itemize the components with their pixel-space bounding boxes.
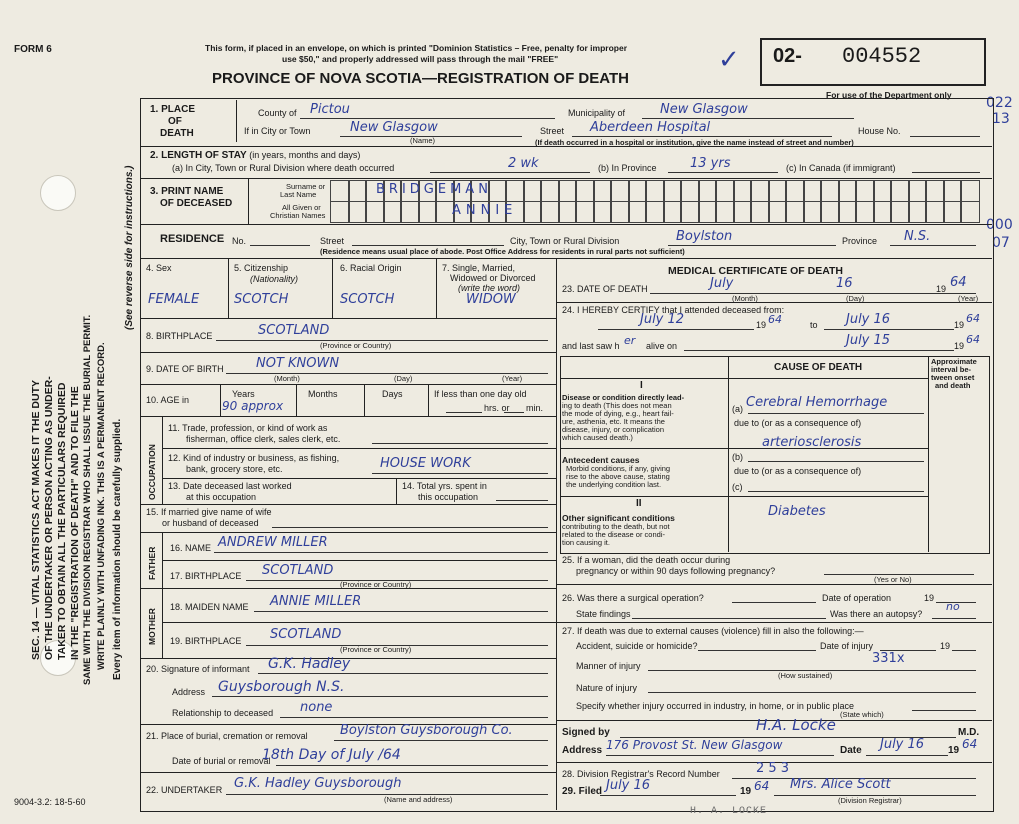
- physician-19: 19: [948, 745, 960, 756]
- physician-year: 64: [962, 737, 978, 751]
- marital-label-b: Widowed or Divorced: [450, 273, 536, 283]
- alive-year: 64: [966, 333, 980, 346]
- citizenship-label: 5. Citizenship: [234, 263, 289, 273]
- residence-division-label: City, Town or Rural Division: [510, 236, 620, 246]
- given-value: ANNIE: [452, 203, 518, 218]
- residence-note: (Residence means usual place of abode. Post Office Address for residents in rural parts not sufficient): [320, 247, 685, 256]
- registration-number: 004552: [842, 44, 922, 69]
- informant-signature: G.K. Hadley: [268, 656, 351, 672]
- citizenship-value: SCOTCH: [234, 292, 289, 307]
- record-number-value: 2 5 3: [756, 761, 790, 776]
- date-month-caption: (Month): [732, 294, 758, 303]
- residence-province-value: N.S.: [904, 229, 931, 244]
- burial-label: 21. Place of burial, cremation or removal: [146, 731, 308, 741]
- age-years-label: Years: [232, 389, 255, 399]
- stamp-text: H. A. LOCKE: [690, 806, 768, 817]
- age-months-label: Months: [308, 389, 338, 399]
- side-instruction-8: (See reverse side for instructions.): [124, 165, 135, 330]
- county-value: Pictou: [310, 102, 350, 117]
- side-instruction-5: SAME WITH THE DIVISION REGISTRAR WHO SHALL ISSUE THE BURIAL PERMIT.: [82, 314, 93, 685]
- sex-value: FEMALE: [148, 292, 200, 307]
- antecedent-b: Morbid conditions, if any, giving: [566, 464, 671, 473]
- cause-a-label: (a): [732, 404, 743, 414]
- street-label: Street: [540, 126, 565, 136]
- trade-label-b: fisherman, office clerk, sales clerk, etc.: [186, 434, 341, 444]
- disease-label-b: ing to death (This does not mean: [562, 401, 672, 410]
- q25-label-b: pregnancy or within 90 days following pregnancy?: [576, 566, 776, 576]
- city-name-caption: (Name): [410, 136, 436, 145]
- informant-address-label: Address: [172, 687, 206, 697]
- mother-birthplace-caption: (Province or Country): [340, 645, 412, 654]
- disease-label-e: disease, injury, or complication: [562, 425, 664, 434]
- father-birthplace-value: SCOTLAND: [262, 563, 334, 578]
- burial-date: 18th Day of July /64: [262, 747, 401, 763]
- physician-date: July 16: [880, 737, 925, 752]
- other-b: contributing to the death, but not: [562, 522, 670, 531]
- dob-month-caption: (Month): [274, 374, 300, 383]
- check-mark: ✓: [718, 44, 740, 74]
- residence-no-label: No.: [232, 236, 247, 246]
- age-less-label: If less than one day old: [434, 389, 527, 399]
- to-19: 19: [954, 320, 965, 330]
- date-injury-label: Date of injury: [820, 641, 874, 651]
- medical-title: MEDICAL CERTIFICATE OF DEATH: [668, 265, 843, 277]
- accident-label: Accident, suicide or homicide?: [576, 641, 698, 651]
- informant-label: 20. Signature of informant: [146, 664, 250, 674]
- autopsy-label: Was there an autopsy?: [830, 609, 923, 619]
- interval-c: tween onset: [931, 373, 975, 382]
- alive-label: alive on: [646, 341, 678, 351]
- mother-side-label: MOTHER: [147, 608, 157, 645]
- father-name-label: 16. NAME: [170, 543, 212, 553]
- father-side-label: FATHER: [147, 546, 157, 580]
- form-number: FORM 6: [14, 44, 52, 55]
- record-number-label: 28. Division Registrar's Record Number: [562, 769, 720, 779]
- filed-19: 19: [740, 786, 752, 797]
- last-saw-label: and last saw h: [562, 341, 620, 351]
- physician-address-label: Address: [562, 745, 603, 756]
- due-to-1: due to (or as a consequence of): [734, 418, 862, 428]
- city-label: If in City or Town: [244, 126, 311, 136]
- cause-b-label: (b): [732, 452, 743, 462]
- house-label: House No.: [858, 126, 901, 136]
- residence-street-label: Street: [320, 236, 345, 246]
- disease-label-a: Disease or condition directly lead-: [562, 393, 685, 402]
- disease-label-f: which caused death.): [562, 433, 633, 442]
- mother-birthplace-label: 19. BIRTHPLACE: [170, 636, 242, 646]
- stay-a-value: 2 wk: [508, 156, 539, 171]
- side-instruction-1: SEC. 14 — VITAL STATISTICS ACT MAKES IT THE DUTY: [30, 379, 42, 660]
- occupation-side-label: OCCUPATION: [147, 444, 157, 500]
- last-worked-label: 13. Date deceased last worked: [168, 481, 292, 491]
- other-d: tion causing it.: [562, 538, 610, 547]
- due-to-2: due to (or as a consequence of): [734, 466, 862, 476]
- antecedent-d: the underlying condition last.: [566, 480, 662, 489]
- autopsy-value: no: [946, 600, 960, 613]
- other-value: Diabetes: [768, 504, 826, 519]
- cause-a-value: Cerebral Hemorrhage: [746, 395, 888, 410]
- how-sustained-caption: (How sustained): [778, 671, 833, 680]
- spouse-label-b: or husband of deceased: [162, 518, 259, 528]
- date-of-death-19: 19: [936, 284, 947, 294]
- father-birthplace-label: 17. BIRTHPLACE: [170, 571, 242, 581]
- other-label: Other significant conditions: [562, 513, 675, 523]
- surname-label-b: Last Name: [280, 190, 317, 199]
- q25-caption: (Yes or No): [874, 575, 912, 584]
- father-birthplace-caption: (Province or Country): [340, 580, 412, 589]
- mail-notice-1: This form, if placed in an envelope, on which is printed "Dominion Statistics – Free, penalty for improper: [205, 43, 628, 53]
- residence-label: RESIDENCE: [160, 233, 225, 245]
- given-label-b: Christian Names: [270, 211, 326, 220]
- attended-to: July 16: [846, 312, 891, 327]
- undertaker-caption: (Name and address): [384, 795, 453, 804]
- citizenship-sub: (Nationality): [250, 274, 299, 284]
- name-label-b: OF DECEASED: [160, 198, 233, 209]
- disease-label-d: ure, asthenia, etc. It means the: [562, 417, 665, 426]
- attended-to-year: 64: [966, 312, 980, 325]
- physician-address: 176 Provost St. New Glasgow: [606, 738, 783, 752]
- residence-province-label: Province: [842, 236, 878, 246]
- place-label-b: OF: [168, 116, 182, 127]
- undertaker-value: G.K. Hadley Guysborough: [234, 776, 402, 791]
- side-instruction-4: IN THE "REGISTRATION OF DEATH" AND TO FILE THE: [69, 386, 81, 660]
- marital-value: WIDOW: [466, 292, 516, 307]
- registrar-signature: Mrs. Alice Scott: [790, 777, 891, 792]
- q27-label: 27. If death was due to external causes (violence) fill in also the following:—: [562, 626, 864, 636]
- birthplace-caption: (Province or Country): [320, 341, 392, 350]
- surname-value: BRIDGEMAN: [376, 182, 492, 197]
- father-name-value: ANDREW MILLER: [218, 535, 328, 550]
- date-of-death-day: 16: [836, 276, 853, 291]
- municipality-value: New Glasgow: [660, 102, 748, 117]
- letter-box: [960, 201, 980, 223]
- q26-label: 26. Was there a surgical operation?: [562, 593, 704, 603]
- county-label: County of: [258, 108, 297, 118]
- dept-code-4: 07: [992, 235, 1010, 251]
- q25-label: 25. If a woman, did the death occur during: [562, 555, 731, 565]
- to-label: to: [810, 320, 818, 330]
- attended-from: July 12: [640, 312, 685, 327]
- registrar-caption: (Division Registrar): [838, 796, 902, 805]
- date-year-caption: (Year): [958, 294, 979, 303]
- undertaker-label: 22. UNDERTAKER: [146, 785, 223, 795]
- name-label-a: 3. PRINT NAME: [150, 186, 224, 197]
- other-c: related to the disease or condi-: [562, 530, 665, 539]
- antecedent-label: Antecedent causes: [562, 455, 640, 465]
- residence-division-value: Boylston: [676, 229, 733, 244]
- dob-year-caption: (Year): [502, 374, 523, 383]
- last-worked-label-b: at this occupation: [186, 492, 257, 502]
- relationship-label: Relationship to deceased: [172, 708, 274, 718]
- dept-code-2: 13: [992, 111, 1010, 127]
- spouse-label: 15. If married give name of wife: [146, 507, 272, 517]
- certify-label: 24. I HEREBY CERTIFY that I attended deceased from:: [562, 305, 785, 315]
- operation-19: 19: [924, 593, 935, 603]
- dept-code-1: 022: [986, 95, 1013, 111]
- date-day-caption: (Day): [846, 294, 865, 303]
- stay-a-label: (a) In City, Town or Rural Division where death occurred: [172, 163, 395, 173]
- alive-19: 19: [954, 341, 965, 351]
- filed-year: 64: [754, 779, 770, 793]
- punch-hole: [40, 175, 76, 211]
- md-label: M.D.: [958, 727, 980, 738]
- age-days-label: Days: [382, 389, 403, 399]
- place-label-a: 1. PLACE: [150, 104, 196, 115]
- informant-address: Guysborough N.S.: [218, 679, 345, 695]
- sex-label: 4. Sex: [146, 263, 172, 273]
- trade-label: 11. Trade, profession, or kind of work as: [168, 423, 328, 433]
- filed-date: July 16: [606, 778, 651, 793]
- industry-value: HOUSE WORK: [380, 456, 471, 471]
- hospital-note: (If death occurred in a hospital or institution, give the name instead of street and number): [535, 138, 854, 147]
- age-label: 10. AGE in: [146, 395, 190, 405]
- nature-label: Nature of injury: [576, 683, 638, 693]
- marital-label: 7. Single, Married,: [442, 263, 516, 273]
- age-hrs-label: hrs. or: [484, 403, 510, 413]
- state-which-caption: (State which): [840, 710, 884, 719]
- age-min-label: min.: [526, 403, 544, 413]
- specify-label: Specify whether injury occurred in industry, in home, or in public place: [576, 701, 854, 711]
- total-years-label-b: this occupation: [418, 492, 479, 502]
- disease-label-c: the mode of dying, e.g., heart fail-: [562, 409, 674, 418]
- date-of-death-year: 64: [950, 275, 967, 290]
- interval-d: and death: [935, 381, 971, 390]
- age-years-value: 90 approx: [222, 399, 284, 413]
- cause-c-label: (c): [732, 482, 743, 492]
- manner-value: 331x: [872, 651, 905, 666]
- date-of-death-month: July: [710, 276, 734, 291]
- roman-two: II: [636, 498, 642, 509]
- city-value: New Glasgow: [350, 120, 438, 135]
- footer-code: 9004-3.2: 18-5-60: [14, 797, 86, 807]
- racial-label: 6. Racial Origin: [340, 263, 402, 273]
- attended-from-year: 64: [768, 313, 782, 326]
- dept-code-3: 000: [986, 217, 1013, 233]
- stay-label: 2. LENGTH OF STAY (in years, months and days): [150, 150, 361, 161]
- given-label-a: All Given or: [282, 203, 321, 212]
- side-instruction-7: Every item of information should be carefully supplied.: [112, 418, 123, 680]
- state-findings-label: State findings: [576, 609, 631, 619]
- interval-a: Approximate: [931, 357, 977, 366]
- mail-notice-2: use $50," and properly addressed will pass through the mail "FREE": [282, 54, 559, 64]
- roman-one: I: [640, 380, 643, 391]
- letter-box: [960, 180, 980, 202]
- side-instruction-6: WRITE PLAINLY WITH UNFADING INK. THIS IS A PERMANENT RECORD.: [96, 342, 107, 670]
- industry-label-b: bank, grocery store, etc.: [186, 464, 283, 474]
- alive-date: July 15: [846, 333, 891, 348]
- industry-label: 12. Kind of industry or business, as fishing,: [168, 453, 340, 463]
- stay-b-label: (b) In Province: [598, 163, 657, 173]
- date-operation-label: Date of operation: [822, 593, 892, 603]
- burial-date-label: Date of burial or removal: [172, 756, 271, 766]
- last-saw-her: er: [624, 334, 636, 347]
- side-instruction-2: OF THE UNDERTAKER OR PERSON ACTING AS UNDER-: [43, 376, 55, 660]
- total-years-label: 14. Total yrs. spent in: [402, 481, 487, 491]
- antecedent-c: rise to the above cause, stating: [566, 472, 670, 481]
- birthplace-value: SCOTLAND: [258, 323, 330, 338]
- stay-c-label: (c) In Canada (if immigrant): [786, 163, 896, 173]
- birthplace-label: 8. BIRTHPLACE: [146, 331, 213, 341]
- cause-b-value: arteriosclerosis: [762, 435, 862, 450]
- mother-name-label: 18. MAIDEN NAME: [170, 602, 249, 612]
- street-value: Aberdeen Hospital: [590, 120, 711, 135]
- injury-19: 19: [940, 641, 951, 651]
- signed-by-label: Signed by: [562, 727, 610, 738]
- physician-date-label: Date: [840, 745, 862, 756]
- department-label: For use of the Department only: [826, 90, 952, 100]
- physician-signature: H.A. Locke: [756, 716, 836, 734]
- racial-value: SCOTCH: [340, 292, 395, 307]
- manner-label: Manner of injury: [576, 661, 641, 671]
- relationship-value: none: [300, 700, 333, 715]
- mother-birthplace-value: SCOTLAND: [270, 627, 342, 642]
- side-instruction-3: TAKER TO OBTAIN ALL THE PARTICULARS REQUIRED: [56, 382, 68, 660]
- interval-b: interval be-: [931, 365, 972, 374]
- burial-place: Boylston Guysborough Co.: [340, 723, 513, 738]
- marital-label-c: (write the word): [458, 283, 521, 293]
- registration-prefix: 02-: [773, 45, 802, 67]
- dob-label: 9. DATE OF BIRTH: [146, 364, 224, 374]
- mother-name-value: ANNIE MILLER: [270, 594, 362, 609]
- dob-value: NOT KNOWN: [256, 356, 340, 371]
- from-19: 19: [756, 320, 767, 330]
- surname-label-a: Surname or: [286, 182, 326, 191]
- dob-day-caption: (Day): [394, 374, 413, 383]
- stay-b-value: 13 yrs: [690, 156, 731, 171]
- municipality-label: Municipality of: [568, 108, 626, 118]
- form-title: PROVINCE OF NOVA SCOTIA—REGISTRATION OF DEATH: [212, 70, 629, 87]
- place-label-c: DEATH: [160, 128, 194, 139]
- cause-title: CAUSE OF DEATH: [774, 362, 863, 373]
- filed-label: 29. Filed: [562, 786, 603, 797]
- date-of-death-label: 23. DATE OF DEATH: [562, 284, 648, 294]
